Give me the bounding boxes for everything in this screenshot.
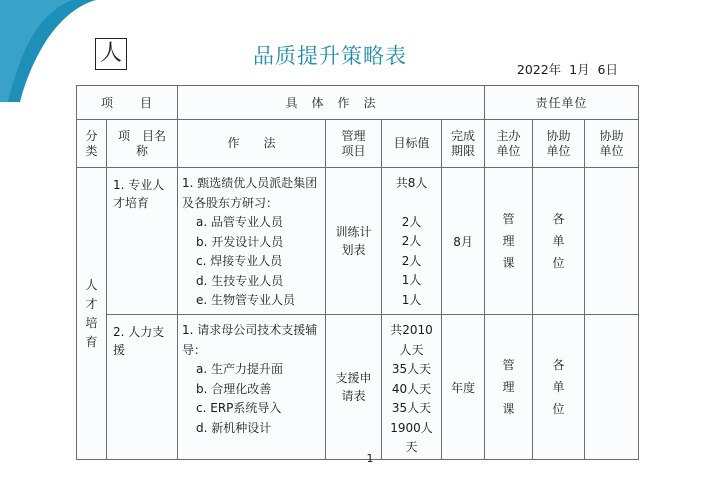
- deadline-cell: 8月: [442, 168, 485, 315]
- header-assist-unit: 协助单位: [533, 120, 585, 168]
- assist-unit-2-cell: [585, 168, 639, 315]
- method-item: b. 合理化改善: [196, 381, 272, 396]
- target-value: 35人天: [391, 362, 432, 376]
- header-method: 具 体 作 法: [178, 86, 485, 120]
- target-total: 共8人: [395, 176, 428, 190]
- header-row-2: [77, 120, 639, 168]
- method-title: 1. 请求母公司技术支援辅导：: [182, 323, 318, 357]
- target-value: 2人: [401, 214, 422, 229]
- table-row: [77, 315, 639, 460]
- target-cell: [382, 315, 442, 460]
- method-item: e. 生物管专业人员: [196, 293, 296, 307]
- method-item: a. 品管专业人员: [196, 215, 283, 229]
- header-deadline: 完成期限: [442, 120, 485, 168]
- page-number: 1: [366, 452, 374, 465]
- page-title: 品质提升策略表: [253, 44, 407, 68]
- method-title: 1. 甄选绩优人员派赴集团及各股东方研习：: [182, 176, 318, 210]
- method-item: d. 生技专业人员: [196, 273, 284, 288]
- host-unit-cell: 管理课: [485, 315, 533, 460]
- mgmt-item-cell: 支援申请表: [326, 315, 382, 460]
- item-name-cell: 1. 专业人才培育: [107, 168, 178, 315]
- target-value: 1人: [401, 273, 422, 287]
- header-target: 目标值: [382, 120, 442, 168]
- target-value: 2人: [401, 234, 422, 248]
- header-host-unit: 主办单位: [485, 120, 533, 168]
- assist-unit-2-cell: [585, 315, 639, 460]
- host-unit-cell: 管理课: [485, 168, 533, 315]
- assist-unit-cell: 各单位: [533, 168, 585, 315]
- header-responsibility: 责任单位: [485, 86, 639, 120]
- header-practice: 作 法: [178, 120, 326, 168]
- method-item: b. 开发设计人员: [196, 234, 284, 249]
- method-item: c. 焊接专业人员: [196, 254, 283, 268]
- method-item: c. ERP系统导入: [196, 401, 282, 415]
- category-cell: 人才培育: [77, 168, 107, 460]
- document-date: 2022年 1月 6日: [516, 62, 618, 77]
- header-assist-unit-2: 协助单位: [585, 120, 639, 168]
- target-cell: [382, 168, 442, 315]
- header-row-1: [77, 86, 639, 120]
- method-item: a. 生产力提升面: [196, 362, 283, 376]
- header-category: 分类: [77, 120, 107, 168]
- header-item-name: 项 目名 称: [107, 120, 178, 168]
- method-cell: [178, 168, 326, 315]
- target-value: 35人天: [391, 401, 432, 415]
- header-project: 项 目: [77, 86, 178, 120]
- target-value: 1人: [401, 292, 422, 307]
- method-cell: [178, 315, 326, 460]
- table-row: [77, 168, 639, 315]
- header-mgmt-item: 管理项目: [326, 120, 382, 168]
- target-total: 共2010人天: [390, 323, 433, 357]
- assist-unit-cell: 各单位: [533, 315, 585, 460]
- deadline-cell: 年度: [442, 315, 485, 460]
- target-value: 1900人天: [390, 420, 433, 454]
- target-value: 2人: [401, 253, 422, 268]
- category-box: 人: [95, 38, 127, 70]
- target-value: 40人天: [391, 381, 432, 396]
- method-item: d. 新机种设计: [196, 420, 272, 435]
- strategy-table: [76, 85, 639, 460]
- mgmt-item-cell: 训练计划表: [326, 168, 382, 315]
- item-name-cell: 2. 人力支援: [107, 315, 178, 460]
